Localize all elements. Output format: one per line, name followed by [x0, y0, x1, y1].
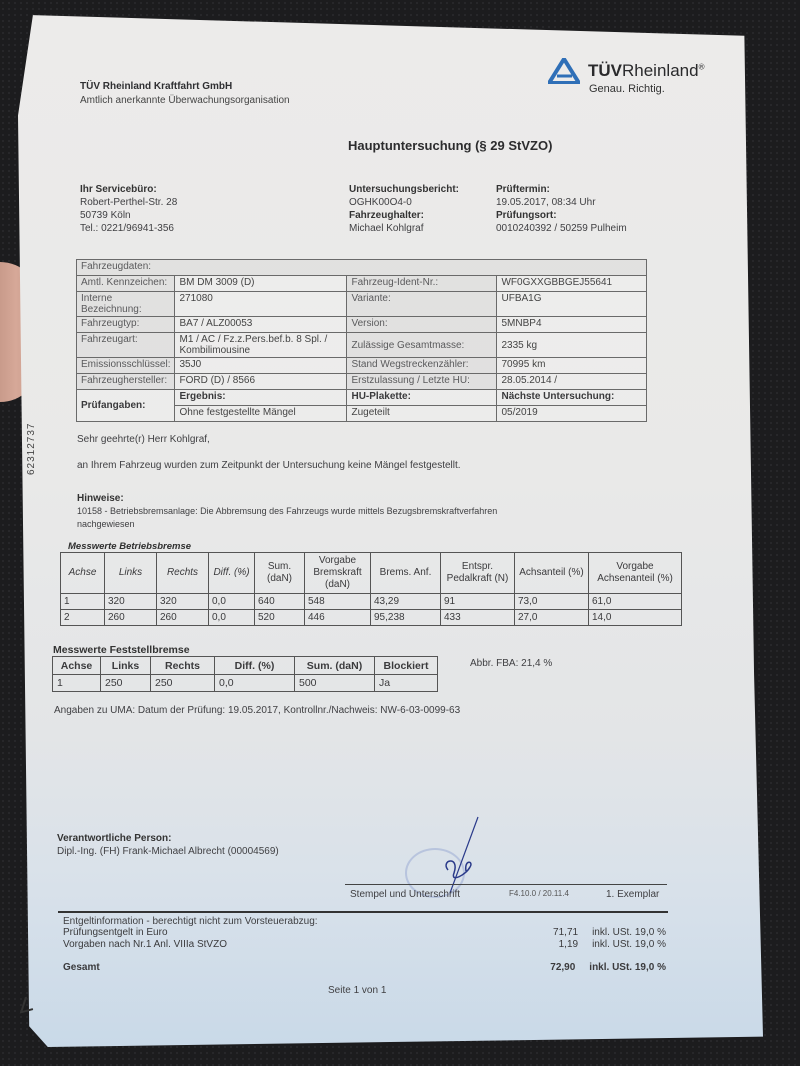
date-label: Prüftermin:	[496, 184, 550, 195]
holder-value: Michael Kohlgraf	[349, 223, 424, 234]
table-row	[61, 610, 682, 626]
hinweise-line2: nachgewiesen	[77, 519, 135, 529]
margin-serial: 62312737	[26, 422, 37, 475]
col-header: Links	[105, 553, 157, 594]
hinweise	[77, 492, 497, 531]
service-office-city: 50739 Köln	[80, 210, 131, 221]
place-value: 0010240392 / 50259 Pulheim	[496, 223, 627, 234]
parking-brake-title: Messwerte Feststellbremse	[53, 644, 190, 656]
table-row	[77, 333, 647, 358]
fba-value: Abbr. FBA: 21,4 %	[470, 658, 553, 669]
letter-body: an Ihrem Fahrzeug wurden zum Zeitpunkt der Untersuchung keine Mängel festgestellt.	[77, 460, 461, 471]
fee-label: Prüfungsentgelt in Euro	[63, 927, 168, 938]
fee-amount: 71,71	[553, 927, 579, 938]
document-title: Hauptuntersuchung (§ 29 StVZO)	[348, 138, 553, 153]
col-header: Achsanteil (%)	[515, 553, 589, 594]
cell: 27,0	[515, 610, 589, 626]
table-row	[77, 317, 647, 333]
cell-label: Fahrzeughersteller:	[77, 374, 175, 390]
cell-value: WF0GXXGBBGEJ55641	[497, 276, 647, 292]
cell: 548	[305, 594, 371, 610]
col-header: Vorgabe Bremskraft (daN)	[305, 553, 371, 594]
cell-value: 5MNBP4	[497, 317, 647, 333]
fee-total-tax: inkl. USt. 19,0 %	[589, 962, 666, 973]
next-value: 05/2019	[497, 406, 647, 422]
col-header: Brems. Anf.	[371, 553, 441, 594]
fee-tax: inkl. USt. 19,0 %	[592, 927, 666, 938]
signature-label: Stempel und Unterschrift	[350, 889, 461, 900]
service-office-phone: Tel.: 0221/96941-356	[80, 223, 174, 234]
next-label: Nächste Untersuchung:	[497, 390, 647, 406]
fee-title: Entgeltinformation - berechtigt nicht zum Vorsteuerabzug:	[63, 916, 318, 927]
col-header: Blockiert	[375, 657, 438, 675]
col-header: Links	[101, 657, 151, 675]
cell-value: FORD (D) / 8566	[175, 374, 347, 390]
col-header: Sum. (daN)	[255, 553, 305, 594]
cell: 1	[61, 594, 105, 610]
cell-label: Interne Bezeichnung:	[77, 292, 175, 317]
col-header: Diff. (%)	[215, 657, 295, 675]
responsible-name: Dipl.-Ing. (FH) Frank-Michael Albrecht (00004569)	[57, 846, 279, 857]
fee-total-amount: 72,90	[550, 962, 576, 973]
fee-item	[63, 939, 666, 950]
hinweise-line1: 10158 - Betriebsbremsanlage: Die Abbremsung des Fahrzeugs wurde mittels Bezugsbremskraftverfahren	[77, 506, 498, 516]
cell: 95,238	[371, 610, 441, 626]
salutation: Sehr geehrte(r) Herr Kohlgraf,	[77, 434, 210, 445]
table-header-row	[61, 553, 682, 594]
table-row	[77, 374, 647, 390]
cell-label: Stand Wegstreckenzähler:	[347, 358, 497, 374]
cell: 0,0	[209, 594, 255, 610]
cell-value: UFBA1G	[497, 292, 647, 317]
form-code: F4.10.0 / 20.11.4	[509, 889, 569, 898]
report-value: OGHK00O4-0	[349, 197, 412, 208]
fee-item	[63, 927, 666, 938]
cell: 433	[441, 610, 515, 626]
cell: 61,0	[589, 594, 682, 610]
cell: 0,0	[209, 610, 255, 626]
cell-label: Emissionsschlüssel:	[77, 358, 175, 374]
cell: 320	[105, 594, 157, 610]
cell: 500	[295, 675, 375, 692]
fee-amount: 1,19	[558, 939, 579, 950]
cell: 640	[255, 594, 305, 610]
col-header: Sum. (daN)	[295, 657, 375, 675]
cell: Ja	[375, 675, 438, 692]
pruef-label: Prüfangaben:	[77, 390, 175, 422]
service-office-label: Ihr Servicebüro:	[80, 184, 157, 195]
signature-line	[345, 884, 667, 885]
fee-label: Vorgaben nach Nr.1 Anl. VIIIa StVZO	[63, 939, 227, 950]
cell: 250	[101, 675, 151, 692]
cell: 260	[105, 610, 157, 626]
report-info	[349, 183, 459, 235]
plakette-label: HU-Plakette:	[347, 390, 497, 406]
fee-total	[63, 962, 666, 973]
report-label: Untersuchungsbericht:	[349, 184, 460, 195]
cell: 91	[441, 594, 515, 610]
cell: 14,0	[589, 610, 682, 626]
cell-value: 271080	[175, 292, 347, 317]
logo-slogan: Genau. Richtig.	[589, 83, 665, 95]
responsible-person	[57, 832, 279, 858]
col-header: Diff. (%)	[209, 553, 255, 594]
vehicle-data-table	[76, 259, 647, 422]
table-row	[77, 358, 647, 374]
place-label: Prüfungsort:	[496, 210, 557, 221]
copy-label: 1. Exemplar	[606, 889, 660, 900]
hinweise-title: Hinweise:	[77, 493, 124, 504]
tuv-triangle-icon	[548, 58, 580, 84]
cell: 260	[157, 610, 209, 626]
cell-value: 28.05.2014 /	[497, 374, 647, 390]
logo-wordmark: TÜVRheinland®	[588, 61, 705, 80]
cell-label: Version:	[347, 317, 497, 333]
tuv-logo	[548, 58, 704, 84]
cell-value: 70995 km	[497, 358, 647, 374]
cell: 0,0	[215, 675, 295, 692]
parking-brake-table	[52, 656, 438, 692]
fee-divider	[58, 911, 668, 913]
fee-tax: inkl. USt. 19,0 %	[592, 939, 666, 950]
service-office	[80, 183, 177, 235]
table-row	[77, 276, 647, 292]
cell-label: Fahrzeug-Ident-Nr.:	[347, 276, 497, 292]
org-subtitle: Amtlich anerkannte Überwachungsorganisation	[80, 95, 290, 106]
cell-label: Fahrzeugtyp:	[77, 317, 175, 333]
col-header: Achse	[61, 553, 105, 594]
service-brake-table	[60, 552, 682, 626]
responsible-label: Verantwortliche Person:	[57, 833, 172, 844]
table-row	[61, 594, 682, 610]
service-brake-title: Messwerte Betriebsbremse	[68, 541, 192, 552]
plakette-value: Zugeteilt	[347, 406, 497, 422]
cell: 2	[61, 610, 105, 626]
cell-value: 2335 kg	[497, 333, 647, 358]
col-header: Achse	[53, 657, 101, 675]
signature-icon	[420, 815, 490, 895]
cell: 520	[255, 610, 305, 626]
col-header: Rechts	[151, 657, 215, 675]
cell: 446	[305, 610, 371, 626]
holder-label: Fahrzeughalter:	[349, 210, 425, 221]
col-header: Vorgabe Achsenanteil (%)	[589, 553, 682, 594]
fee-total-label: Gesamt	[63, 962, 100, 973]
cell: 250	[151, 675, 215, 692]
cell-label: Erstzulassung / Letzte HU:	[347, 374, 497, 390]
cell: 320	[157, 594, 209, 610]
pen-mark-icon: ∠	[13, 993, 37, 1019]
cell-value: 35J0	[175, 358, 347, 374]
ergebnis-label: Ergebnis:	[175, 390, 347, 406]
vehicle-section-title: Fahrzeugdaten:	[77, 260, 647, 276]
cell: 43,29	[371, 594, 441, 610]
org-name: TÜV Rheinland Kraftfahrt GmbH	[80, 81, 233, 92]
uma-info: Angaben zu UMA: Datum der Prüfung: 19.05.2017, Kontrollnr./Nachweis: NW-6-03-0099-63	[54, 705, 461, 716]
page-number: Seite 1 von 1	[328, 985, 387, 996]
date-value: 19.05.2017, 08:34 Uhr	[496, 197, 596, 208]
cell-value: BM DM 3009 (D)	[175, 276, 347, 292]
table-row	[77, 292, 647, 317]
cell-label: Variante:	[347, 292, 497, 317]
service-office-street: Robert-Perthel-Str. 28	[80, 197, 178, 208]
cell: 1	[53, 675, 101, 692]
table-header-row	[53, 657, 438, 675]
inspection-info	[496, 183, 627, 235]
cell-label: Fahrzeugart:	[77, 333, 175, 358]
cell-value: M1 / AC / Fz.z.Pers.bef.b. 8 Spl. / Kombilimousine	[175, 333, 347, 358]
table-row	[53, 675, 438, 692]
cell: 73,0	[515, 594, 589, 610]
cell-value: BA7 / ALZ00053	[175, 317, 347, 333]
table-row	[77, 390, 647, 406]
col-header: Rechts	[157, 553, 209, 594]
cell-label: Amtl. Kennzeichen:	[77, 276, 175, 292]
cell-label: Zulässige Gesamtmasse:	[347, 333, 497, 358]
col-header: Entspr. Pedalkraft (N)	[441, 553, 515, 594]
ergebnis-value: Ohne festgestellte Mängel	[175, 406, 347, 422]
